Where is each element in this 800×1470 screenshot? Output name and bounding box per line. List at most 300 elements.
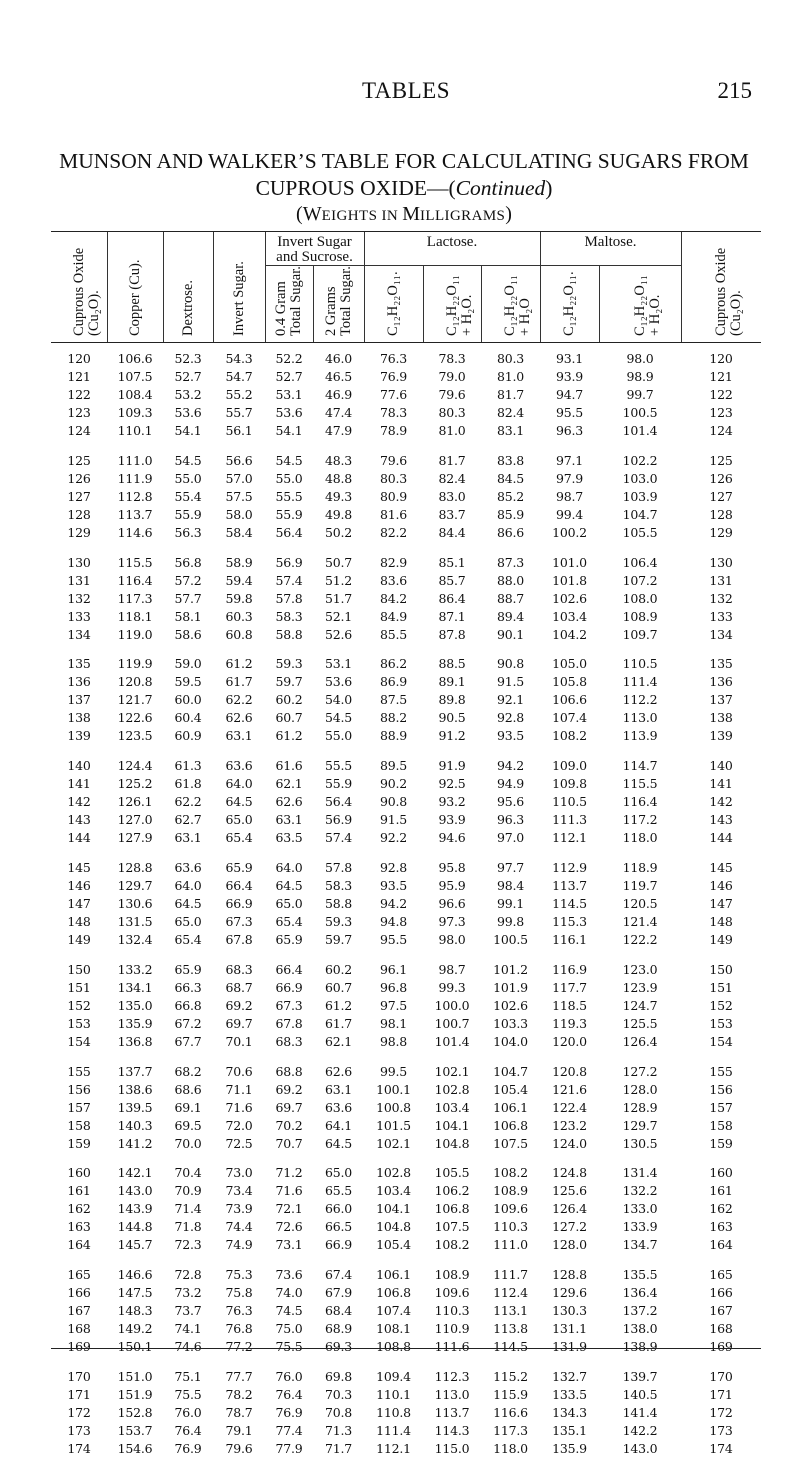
cell-maltose-hydrate-a: 92.1 bbox=[496, 692, 525, 708]
table-row bbox=[51, 997, 761, 1015]
cell-invert-0-4-gram: 75.0 bbox=[275, 1321, 303, 1337]
cell-invert-sugar: 66.4 bbox=[225, 877, 253, 893]
cell-maltose-hydrate-a: 99.1 bbox=[496, 895, 525, 911]
cell-invert-0-4-gram: 68.8 bbox=[275, 1063, 303, 1079]
cell-cuprous-oxide-right: 151 bbox=[709, 979, 733, 995]
cell-cuprous-oxide-right: 153 bbox=[709, 1015, 733, 1031]
cell-maltose-hydrate-a: 106.1 bbox=[493, 1099, 528, 1115]
heading-line-3-a: EIGHTS IN bbox=[321, 208, 403, 224]
table-row bbox=[51, 961, 761, 979]
cell-invert-2-grams: 64.1 bbox=[324, 1117, 353, 1133]
page-number: 215 bbox=[717, 78, 752, 103]
table-row bbox=[51, 452, 761, 470]
heading-line-2-prefix: CUPROUS OXIDE—( bbox=[255, 175, 456, 200]
cell-invert-2-grams: 50.2 bbox=[324, 524, 353, 540]
header-rule bbox=[163, 232, 164, 342]
cell-invert-sugar: 69.2 bbox=[225, 997, 253, 1013]
cell-cuprous-oxide: 159 bbox=[67, 1135, 91, 1151]
cell-maltose-hydrate-b: 141.4 bbox=[622, 1404, 658, 1420]
cell-maltose-hydrate-b: 128.0 bbox=[622, 1081, 658, 1097]
cell-maltose-hydrate-a: 85.2 bbox=[496, 488, 525, 504]
cell-invert-0-4-gram: 58.3 bbox=[275, 608, 303, 624]
cell-invert-sugar: 75.3 bbox=[225, 1267, 253, 1283]
table-row bbox=[51, 404, 761, 422]
cell-maltose-anhydrous: 109.8 bbox=[552, 776, 587, 792]
cell-invert-2-grams: 65.5 bbox=[324, 1183, 353, 1199]
cell-cuprous-oxide: 130 bbox=[67, 554, 91, 570]
cell-dextrose: 66.3 bbox=[174, 979, 202, 995]
cell-lactose-anhydrous: 106.1 bbox=[376, 1267, 411, 1283]
cell-invert-0-4-gram: 59.3 bbox=[275, 656, 303, 672]
cell-lactose-anhydrous: 89.5 bbox=[379, 758, 408, 774]
cell-cuprous-oxide-right: 122 bbox=[709, 387, 733, 402]
cell-invert-2-grams: 62.1 bbox=[324, 1033, 353, 1049]
cell-lactose-anhydrous: 111.4 bbox=[376, 1422, 411, 1438]
heading-line-3 bbox=[40, 201, 768, 230]
table-row bbox=[51, 1302, 761, 1320]
cell-cuprous-oxide: 160 bbox=[67, 1165, 91, 1181]
cell-cuprous-oxide: 169 bbox=[67, 1339, 91, 1355]
cell-maltose-hydrate-b: 120.5 bbox=[622, 895, 658, 911]
column-header-maltose-hydrate-a: C₁₂H₂₂O₁₁ + H₂O bbox=[502, 275, 533, 336]
cell-dextrose: 54.5 bbox=[174, 452, 202, 468]
cell-lactose-anhydrous: 87.5 bbox=[379, 692, 408, 708]
column-header-dextrose: Dextrose. bbox=[179, 280, 196, 336]
cell-dextrose: 59.5 bbox=[174, 674, 202, 690]
cell-maltose-anhydrous: 124.0 bbox=[552, 1135, 587, 1151]
cell-lactose-anhydrous: 97.5 bbox=[379, 997, 408, 1013]
cell-invert-2-grams: 48.3 bbox=[324, 452, 353, 468]
cell-lactose-hydrate: 78.3 bbox=[438, 351, 466, 366]
cell-cuprous-oxide: 131 bbox=[67, 572, 91, 588]
table-row bbox=[51, 470, 761, 488]
group-header-lactose: Lactose. bbox=[426, 234, 478, 250]
cell-cuprous-oxide: 149 bbox=[67, 931, 91, 947]
cell-cuprous-oxide-right: 144 bbox=[709, 830, 733, 846]
cell-invert-2-grams: 66.0 bbox=[324, 1201, 353, 1217]
column-header-invert-sugar: Invert Sugar. bbox=[230, 261, 247, 336]
cell-cuprous-oxide-right: 166 bbox=[709, 1285, 733, 1301]
cell-lactose-hydrate: 110.9 bbox=[434, 1321, 470, 1337]
cell-lactose-anhydrous: 76.3 bbox=[379, 351, 408, 366]
cell-dextrose: 57.7 bbox=[174, 590, 202, 606]
column-header-maltose-anhydrous: C₁₂H₂₂O₁₁. bbox=[561, 271, 577, 336]
cell-cuprous-oxide-right: 133 bbox=[709, 608, 733, 624]
cell-maltose-anhydrous: 125.6 bbox=[552, 1183, 587, 1199]
cell-maltose-hydrate-b: 112.2 bbox=[622, 692, 658, 708]
cell-invert-2-grams: 68.4 bbox=[324, 1303, 353, 1319]
cell-copper: 136.8 bbox=[117, 1033, 153, 1049]
cell-lactose-anhydrous: 93.5 bbox=[379, 877, 408, 893]
cell-cuprous-oxide-right: 169 bbox=[709, 1339, 733, 1355]
table-row bbox=[51, 1218, 761, 1236]
table-row bbox=[51, 877, 761, 895]
cell-maltose-hydrate-b: 130.5 bbox=[622, 1135, 658, 1151]
cell-dextrose: 70.0 bbox=[174, 1135, 202, 1151]
cell-copper: 117.3 bbox=[117, 590, 153, 606]
cell-lactose-anhydrous: 107.4 bbox=[376, 1303, 411, 1319]
cell-invert-sugar: 60.8 bbox=[225, 626, 253, 642]
header-rule bbox=[213, 232, 214, 342]
cell-invert-2-grams: 70.8 bbox=[324, 1404, 353, 1420]
cell-copper: 114.6 bbox=[117, 524, 153, 540]
column-header-lactose-anhydrous: C₁₂H₂₂O₁₁. bbox=[385, 271, 401, 336]
cell-lactose-anhydrous: 110.8 bbox=[376, 1404, 411, 1420]
cell-invert-sugar: 63.6 bbox=[225, 758, 253, 774]
cell-lactose-hydrate: 112.3 bbox=[434, 1368, 470, 1384]
cell-lactose-anhydrous: 96.1 bbox=[379, 961, 408, 977]
cell-lactose-anhydrous: 100.1 bbox=[376, 1081, 411, 1097]
cell-lactose-anhydrous: 84.2 bbox=[379, 590, 408, 606]
cell-maltose-anhydrous: 117.7 bbox=[552, 979, 587, 995]
cell-invert-2-grams: 46.0 bbox=[324, 351, 353, 366]
cell-copper: 108.4 bbox=[117, 387, 153, 402]
cell-maltose-hydrate-b: 100.5 bbox=[622, 405, 658, 420]
cell-lactose-anhydrous: 106.8 bbox=[376, 1285, 411, 1301]
cell-invert-2-grams: 46.9 bbox=[324, 387, 353, 402]
cell-lactose-anhydrous: 80.9 bbox=[379, 488, 408, 504]
cell-cuprous-oxide-right: 139 bbox=[709, 728, 733, 744]
table-row bbox=[51, 829, 761, 847]
cell-maltose-hydrate-a: 106.8 bbox=[493, 1117, 528, 1133]
cell-copper: 130.6 bbox=[117, 895, 153, 911]
cell-cuprous-oxide-right: 127 bbox=[709, 488, 733, 504]
cell-invert-0-4-gram: 64.0 bbox=[275, 859, 303, 875]
row-group bbox=[51, 554, 761, 644]
table-row bbox=[51, 1422, 761, 1440]
cell-invert-2-grams: 63.6 bbox=[324, 1099, 353, 1115]
cell-maltose-hydrate-b: 117.2 bbox=[622, 812, 658, 828]
cell-maltose-anhydrous: 120.8 bbox=[552, 1063, 587, 1079]
cell-dextrose: 67.2 bbox=[174, 1015, 202, 1031]
cell-maltose-hydrate-b: 133.9 bbox=[622, 1219, 658, 1235]
cell-maltose-hydrate-a: 107.5 bbox=[493, 1135, 528, 1151]
cell-cuprous-oxide: 135 bbox=[67, 656, 91, 672]
bottom-rule bbox=[51, 1348, 761, 1349]
cell-maltose-anhydrous: 109.0 bbox=[552, 758, 587, 774]
cell-dextrose: 54.1 bbox=[174, 423, 202, 438]
cell-maltose-hydrate-a: 104.0 bbox=[493, 1033, 528, 1049]
cell-maltose-hydrate-a: 113.1 bbox=[493, 1303, 528, 1319]
cell-lactose-hydrate: 86.4 bbox=[438, 590, 466, 606]
cell-lactose-hydrate: 91.9 bbox=[438, 758, 466, 774]
cell-maltose-hydrate-b: 136.4 bbox=[622, 1285, 658, 1301]
table-row bbox=[51, 811, 761, 829]
cell-invert-0-4-gram: 61.6 bbox=[275, 758, 303, 774]
cell-cuprous-oxide: 170 bbox=[67, 1368, 91, 1384]
cell-cuprous-oxide: 157 bbox=[67, 1099, 91, 1115]
cell-cuprous-oxide: 168 bbox=[67, 1321, 91, 1337]
cell-copper: 146.6 bbox=[117, 1267, 153, 1283]
cell-lactose-hydrate: 98.7 bbox=[438, 961, 466, 977]
cell-copper: 143.0 bbox=[117, 1183, 153, 1199]
cell-copper: 151.0 bbox=[117, 1368, 153, 1384]
cell-invert-sugar: 72.0 bbox=[225, 1117, 253, 1133]
cell-invert-0-4-gram: 52.7 bbox=[275, 369, 303, 384]
cell-dextrose: 68.2 bbox=[174, 1063, 202, 1079]
cell-lactose-hydrate: 100.7 bbox=[434, 1015, 470, 1031]
cell-lactose-anhydrous: 102.8 bbox=[376, 1165, 411, 1181]
table-row bbox=[51, 488, 761, 506]
cell-invert-0-4-gram: 56.4 bbox=[275, 524, 303, 540]
cell-invert-2-grams: 53.6 bbox=[324, 674, 353, 690]
table-body bbox=[51, 350, 761, 1470]
cell-lactose-hydrate: 79.6 bbox=[438, 387, 466, 402]
cell-invert-sugar: 68.7 bbox=[225, 979, 253, 995]
cell-lactose-anhydrous: 88.2 bbox=[379, 710, 408, 726]
cell-maltose-hydrate-a: 90.1 bbox=[496, 626, 525, 642]
header-rule bbox=[107, 232, 108, 342]
cell-invert-sugar: 60.3 bbox=[225, 608, 253, 624]
cell-invert-2-grams: 65.0 bbox=[324, 1165, 353, 1181]
cell-dextrose: 61.8 bbox=[174, 776, 202, 792]
cell-invert-0-4-gram: 63.1 bbox=[275, 812, 303, 828]
table-row bbox=[51, 1099, 761, 1117]
row-group bbox=[51, 757, 761, 847]
cell-maltose-hydrate-b: 110.5 bbox=[622, 656, 658, 672]
table-row bbox=[51, 1117, 761, 1135]
cell-invert-2-grams: 55.0 bbox=[324, 728, 353, 744]
cell-invert-2-grams: 54.5 bbox=[324, 710, 353, 726]
cell-maltose-hydrate-a: 99.8 bbox=[496, 913, 525, 929]
cell-dextrose: 62.7 bbox=[174, 812, 202, 828]
cell-maltose-hydrate-b: 101.4 bbox=[622, 423, 658, 438]
table-row bbox=[51, 590, 761, 608]
cell-cuprous-oxide: 129 bbox=[67, 524, 91, 540]
cell-cuprous-oxide-right: 136 bbox=[709, 674, 733, 690]
cell-cuprous-oxide: 124 bbox=[67, 423, 91, 438]
cell-invert-sugar: 74.4 bbox=[225, 1219, 253, 1235]
cell-cuprous-oxide-right: 167 bbox=[709, 1303, 733, 1319]
cell-maltose-hydrate-a: 88.0 bbox=[496, 572, 525, 588]
cell-cuprous-oxide-right: 141 bbox=[709, 776, 733, 792]
cell-lactose-anhydrous: 108.8 bbox=[376, 1339, 411, 1355]
cell-cuprous-oxide-right: 168 bbox=[709, 1321, 733, 1337]
cell-maltose-hydrate-b: 127.2 bbox=[622, 1063, 658, 1079]
cell-invert-2-grams: 61.7 bbox=[324, 1015, 353, 1031]
cell-cuprous-oxide-right: 138 bbox=[709, 710, 733, 726]
cell-maltose-anhydrous: 131.9 bbox=[552, 1339, 587, 1355]
cell-dextrose: 56.3 bbox=[174, 524, 202, 540]
cell-cuprous-oxide: 173 bbox=[67, 1422, 91, 1438]
cell-invert-0-4-gram: 74.0 bbox=[275, 1285, 303, 1301]
cell-lactose-hydrate: 93.9 bbox=[438, 812, 466, 828]
cell-maltose-anhydrous: 107.4 bbox=[552, 710, 587, 726]
cell-lactose-anhydrous: 101.5 bbox=[376, 1117, 411, 1133]
cell-lactose-anhydrous: 86.2 bbox=[379, 656, 408, 672]
cell-lactose-anhydrous: 108.1 bbox=[376, 1321, 411, 1337]
cell-invert-sugar: 55.2 bbox=[225, 387, 253, 402]
cell-cuprous-oxide-right: 128 bbox=[709, 506, 733, 522]
cell-invert-sugar: 72.5 bbox=[225, 1135, 253, 1151]
table-row bbox=[51, 1284, 761, 1302]
cell-cuprous-oxide: 172 bbox=[67, 1404, 91, 1420]
cell-maltose-anhydrous: 108.2 bbox=[552, 728, 587, 744]
cell-cuprous-oxide-right: 163 bbox=[709, 1219, 733, 1235]
cell-maltose-anhydrous: 94.7 bbox=[555, 387, 584, 402]
cell-copper: 111.0 bbox=[117, 452, 153, 468]
cell-dextrose: 68.6 bbox=[174, 1081, 202, 1097]
table-row bbox=[51, 422, 761, 440]
cell-dextrose: 73.7 bbox=[174, 1303, 202, 1319]
cell-invert-sugar: 67.3 bbox=[225, 913, 253, 929]
cell-cuprous-oxide: 125 bbox=[67, 452, 91, 468]
cell-cuprous-oxide: 146 bbox=[67, 877, 91, 893]
cell-maltose-hydrate-b: 140.5 bbox=[622, 1386, 658, 1402]
cell-dextrose: 71.8 bbox=[174, 1219, 202, 1235]
cell-maltose-anhydrous: 118.5 bbox=[552, 997, 587, 1013]
cell-invert-0-4-gram: 70.2 bbox=[275, 1117, 303, 1133]
cell-invert-sugar: 64.5 bbox=[225, 794, 253, 810]
cell-cuprous-oxide-right: 159 bbox=[709, 1135, 733, 1151]
cell-lactose-anhydrous: 88.9 bbox=[379, 728, 408, 744]
cell-cuprous-oxide: 133 bbox=[67, 608, 91, 624]
table-row bbox=[51, 1164, 761, 1182]
cell-maltose-anhydrous: 96.3 bbox=[555, 423, 584, 438]
cell-cuprous-oxide: 122 bbox=[67, 387, 91, 402]
cell-dextrose: 69.1 bbox=[174, 1099, 202, 1115]
cell-dextrose: 58.1 bbox=[174, 608, 202, 624]
cell-invert-2-grams: 64.5 bbox=[324, 1135, 353, 1151]
table-row bbox=[51, 1386, 761, 1404]
cell-copper: 122.6 bbox=[117, 710, 153, 726]
cell-maltose-hydrate-b: 115.5 bbox=[622, 776, 658, 792]
cell-invert-sugar: 68.3 bbox=[225, 961, 253, 977]
cell-cuprous-oxide: 165 bbox=[67, 1267, 91, 1283]
cell-invert-sugar: 73.4 bbox=[225, 1183, 253, 1199]
cell-invert-2-grams: 67.9 bbox=[324, 1285, 353, 1301]
cell-cuprous-oxide-right: 156 bbox=[709, 1081, 733, 1097]
cell-invert-sugar: 77.2 bbox=[225, 1339, 253, 1355]
cell-invert-sugar: 57.5 bbox=[225, 488, 253, 504]
header-rule bbox=[599, 265, 600, 342]
cell-maltose-anhydrous: 129.6 bbox=[552, 1285, 587, 1301]
cell-invert-0-4-gram: 77.9 bbox=[275, 1440, 303, 1456]
table-row bbox=[51, 859, 761, 877]
cell-invert-sugar: 65.4 bbox=[225, 830, 253, 846]
table-row bbox=[51, 727, 761, 745]
cell-copper: 116.4 bbox=[117, 572, 153, 588]
cell-maltose-anhydrous: 110.5 bbox=[552, 794, 587, 810]
table-row bbox=[51, 626, 761, 644]
cell-maltose-hydrate-b: 122.2 bbox=[622, 931, 658, 947]
cell-lactose-hydrate: 83.0 bbox=[438, 488, 466, 504]
cell-copper: 107.5 bbox=[117, 369, 153, 384]
table-row bbox=[51, 1182, 761, 1200]
cell-lactose-hydrate: 106.2 bbox=[434, 1183, 470, 1199]
cell-cuprous-oxide: 138 bbox=[67, 710, 91, 726]
cell-lactose-anhydrous: 103.4 bbox=[376, 1183, 411, 1199]
cell-invert-sugar: 67.8 bbox=[225, 931, 253, 947]
cell-maltose-anhydrous: 112.9 bbox=[552, 859, 587, 875]
cell-invert-0-4-gram: 52.2 bbox=[275, 351, 303, 366]
cell-maltose-anhydrous: 111.3 bbox=[552, 812, 587, 828]
cell-invert-0-4-gram: 72.6 bbox=[275, 1219, 303, 1235]
cell-lactose-hydrate: 105.5 bbox=[434, 1165, 470, 1181]
cell-cuprous-oxide-right: 160 bbox=[709, 1165, 733, 1181]
cell-lactose-anhydrous: 96.8 bbox=[379, 979, 408, 995]
cell-invert-sugar: 54.7 bbox=[225, 369, 253, 384]
cell-lactose-anhydrous: 98.8 bbox=[379, 1033, 408, 1049]
cell-dextrose: 64.0 bbox=[174, 877, 202, 893]
table-row bbox=[51, 673, 761, 691]
table-row bbox=[51, 757, 761, 775]
table-row bbox=[51, 793, 761, 811]
table-header bbox=[51, 231, 761, 343]
table-row bbox=[51, 1033, 761, 1051]
cell-cuprous-oxide-right: 154 bbox=[709, 1033, 733, 1049]
cell-invert-2-grams: 70.3 bbox=[324, 1386, 353, 1402]
cell-lactose-hydrate: 87.1 bbox=[438, 608, 466, 624]
cell-copper: 119.0 bbox=[117, 626, 153, 642]
cell-maltose-hydrate-b: 99.7 bbox=[626, 387, 654, 402]
cell-invert-2-grams: 54.0 bbox=[324, 692, 353, 708]
cell-cuprous-oxide-right: 173 bbox=[709, 1422, 733, 1438]
cell-cuprous-oxide-right: 171 bbox=[709, 1386, 733, 1402]
cell-copper: 110.1 bbox=[117, 423, 153, 438]
cell-dextrose: 56.8 bbox=[174, 554, 202, 570]
cell-maltose-hydrate-a: 90.8 bbox=[496, 656, 525, 672]
cell-copper: 149.2 bbox=[117, 1321, 153, 1337]
cell-copper: 133.2 bbox=[117, 961, 153, 977]
cell-maltose-hydrate-a: 84.5 bbox=[496, 470, 525, 486]
cell-lactose-hydrate: 97.3 bbox=[438, 913, 466, 929]
cell-invert-0-4-gram: 65.4 bbox=[275, 913, 303, 929]
cell-invert-0-4-gram: 58.8 bbox=[275, 626, 303, 642]
cell-dextrose: 55.0 bbox=[174, 470, 202, 486]
table-row bbox=[51, 506, 761, 524]
cell-invert-0-4-gram: 75.5 bbox=[275, 1339, 303, 1355]
cell-lactose-anhydrous: 78.3 bbox=[379, 405, 408, 420]
cell-invert-sugar: 70.6 bbox=[225, 1063, 253, 1079]
cell-cuprous-oxide: 127 bbox=[67, 488, 91, 504]
group-header-invert: Invert Sugar and Sucrose. bbox=[276, 234, 353, 265]
cell-copper: 106.6 bbox=[117, 351, 153, 366]
table-row bbox=[51, 1081, 761, 1099]
cell-cuprous-oxide: 155 bbox=[67, 1063, 91, 1079]
cell-invert-2-grams: 55.5 bbox=[324, 758, 353, 774]
heading-line-3-b: M bbox=[402, 203, 421, 225]
cell-lactose-anhydrous: 109.4 bbox=[376, 1368, 411, 1384]
cell-maltose-anhydrous: 132.7 bbox=[552, 1368, 587, 1384]
cell-invert-0-4-gram: 64.5 bbox=[275, 877, 303, 893]
cell-copper: 127.9 bbox=[117, 830, 153, 846]
cell-lactose-hydrate: 102.8 bbox=[434, 1081, 470, 1097]
cell-copper: 129.7 bbox=[117, 877, 153, 893]
table-row bbox=[51, 913, 761, 931]
cell-maltose-hydrate-b: 103.0 bbox=[622, 470, 658, 486]
table-row bbox=[51, 895, 761, 913]
cell-cuprous-oxide: 163 bbox=[67, 1219, 91, 1235]
cell-invert-0-4-gram: 57.4 bbox=[275, 572, 303, 588]
cell-cuprous-oxide-right: 145 bbox=[709, 859, 733, 875]
cell-lactose-anhydrous: 102.1 bbox=[376, 1135, 411, 1151]
cell-copper: 147.5 bbox=[117, 1285, 153, 1301]
cell-lactose-hydrate: 113.0 bbox=[434, 1386, 470, 1402]
cell-maltose-hydrate-a: 111.7 bbox=[493, 1267, 528, 1283]
cell-invert-2-grams: 52.6 bbox=[324, 626, 353, 642]
cell-cuprous-oxide-right: 123 bbox=[709, 405, 733, 420]
cell-invert-2-grams: 71.7 bbox=[324, 1440, 353, 1456]
table-row bbox=[51, 524, 761, 542]
table-row bbox=[51, 1404, 761, 1422]
cell-dextrose: 70.4 bbox=[174, 1165, 202, 1181]
cell-cuprous-oxide: 134 bbox=[67, 626, 91, 642]
cell-dextrose: 52.3 bbox=[174, 351, 202, 366]
cell-lactose-hydrate: 111.6 bbox=[434, 1339, 470, 1355]
cell-cuprous-oxide-right: 129 bbox=[709, 524, 733, 540]
cell-invert-sugar: 71.1 bbox=[225, 1081, 253, 1097]
